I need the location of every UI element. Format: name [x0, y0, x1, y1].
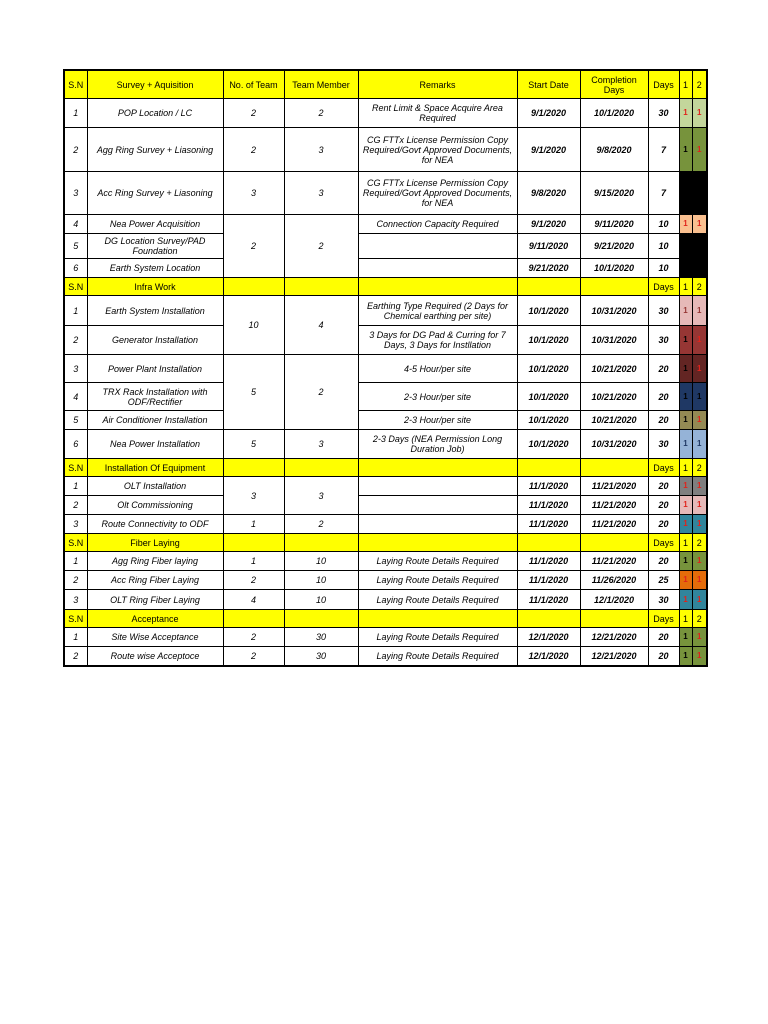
- remarks: 4-5 Hour/per site: [358, 355, 517, 383]
- member-count: 2: [284, 355, 358, 430]
- task-name: OLT Ring Fiber Laying: [87, 590, 223, 610]
- gantt-block: [679, 234, 707, 278]
- table-row: [64, 496, 707, 515]
- section-header-row: [64, 610, 707, 628]
- start-header: Start Date: [517, 70, 580, 99]
- team-count: 2: [223, 647, 284, 666]
- start-date: 10/1/2020: [517, 326, 580, 355]
- duration-days: 30: [648, 296, 679, 326]
- table-row: [64, 552, 707, 571]
- completion-date: 10/1/2020: [580, 259, 648, 278]
- duration-days: 20: [648, 552, 679, 571]
- member-header: [284, 610, 358, 628]
- gantt-cell-2: 1: [692, 571, 707, 590]
- duration-days: 20: [648, 515, 679, 534]
- remarks: CG FTTx License Permission Copy Required/Govt Approved Documents, for NEA: [358, 128, 517, 172]
- row-number: 3: [64, 515, 87, 534]
- duration-days: 30: [648, 99, 679, 128]
- start-date: 11/1/2020: [517, 552, 580, 571]
- section-header-row: [64, 278, 707, 296]
- task-name: Route wise Acceptoce: [87, 647, 223, 666]
- row-number: 2: [64, 571, 87, 590]
- gantt-col-2-header: 2: [692, 70, 707, 99]
- duration-days: 20: [648, 477, 679, 496]
- section-title: Installation Of Equipment: [87, 459, 223, 477]
- task-name: DG Location Survey/PAD Foundation: [87, 234, 223, 259]
- gantt-cell-2: 1: [692, 430, 707, 459]
- start-date: 11/1/2020: [517, 515, 580, 534]
- duration-days: 7: [648, 172, 679, 215]
- gantt-cell-1: 1: [679, 215, 692, 234]
- remarks: [358, 259, 517, 278]
- row-number: 5: [64, 411, 87, 430]
- team-header: No. of Team: [223, 70, 284, 99]
- team-count: 2: [223, 628, 284, 647]
- row-number: 1: [64, 552, 87, 571]
- start-header: [517, 610, 580, 628]
- table-row: [64, 326, 707, 355]
- table-row: [64, 172, 707, 215]
- duration-days: 30: [648, 590, 679, 610]
- start-date: 9/11/2020: [517, 234, 580, 259]
- member-count: 10: [284, 552, 358, 571]
- gantt-block: [679, 172, 707, 215]
- gantt-col-2-header: 2: [692, 278, 707, 296]
- gantt-col-2-header: 2: [692, 610, 707, 628]
- remarks: [358, 496, 517, 515]
- member-header: [284, 534, 358, 552]
- schedule-sheet: [63, 69, 706, 667]
- remarks: [358, 234, 517, 259]
- gantt-cell-2: 1: [692, 296, 707, 326]
- completion-date: 9/11/2020: [580, 215, 648, 234]
- completion-date: 11/21/2020: [580, 477, 648, 496]
- gantt-cell-1: 1: [679, 383, 692, 411]
- team-count: 4: [223, 590, 284, 610]
- duration-days: 10: [648, 215, 679, 234]
- remarks: CG FTTx License Permission Copy Required/Govt Approved Documents, for NEA: [358, 172, 517, 215]
- gantt-cell-2: 1: [692, 496, 707, 515]
- gantt-cell-1: 1: [679, 411, 692, 430]
- table-row: [64, 571, 707, 590]
- completion-date: 9/15/2020: [580, 172, 648, 215]
- team-count: 2: [223, 128, 284, 172]
- gantt-col-1-header: 1: [679, 610, 692, 628]
- completion-date: 10/31/2020: [580, 430, 648, 459]
- table-row: [64, 99, 707, 128]
- section-title: Survey + Aquisition: [87, 70, 223, 99]
- gantt-cell-1: 1: [679, 628, 692, 647]
- remarks: [358, 477, 517, 496]
- gantt-cell-2: 1: [692, 647, 707, 666]
- duration-days: 30: [648, 326, 679, 355]
- table-row: [64, 430, 707, 459]
- remarks: Laying Route Details Required: [358, 552, 517, 571]
- duration-days: 20: [648, 355, 679, 383]
- remarks: Laying Route Details Required: [358, 571, 517, 590]
- row-number: 3: [64, 590, 87, 610]
- team-count: 1: [223, 515, 284, 534]
- duration-days: 20: [648, 496, 679, 515]
- duration-days: 10: [648, 259, 679, 278]
- start-header: [517, 534, 580, 552]
- remarks: 2-3 Days (NEA Permission Long Duration Job): [358, 430, 517, 459]
- completion-date: 10/21/2020: [580, 411, 648, 430]
- gantt-cell-1: 1: [679, 99, 692, 128]
- task-name: Olt Commissioning: [87, 496, 223, 515]
- gantt-cell-2: 1: [692, 552, 707, 571]
- member-count: 2: [284, 215, 358, 278]
- remarks-header: [358, 534, 517, 552]
- completion-date: 11/21/2020: [580, 552, 648, 571]
- table-row: [64, 215, 707, 234]
- row-number: 3: [64, 172, 87, 215]
- start-date: 9/21/2020: [517, 259, 580, 278]
- row-number: 1: [64, 296, 87, 326]
- start-date: 10/1/2020: [517, 430, 580, 459]
- task-name: Nea Power Installation: [87, 430, 223, 459]
- start-date: 9/1/2020: [517, 215, 580, 234]
- team-header: [223, 278, 284, 296]
- table-row: [64, 128, 707, 172]
- remarks-header: [358, 459, 517, 477]
- gantt-cell-2: 1: [692, 355, 707, 383]
- team-count: 10: [223, 296, 284, 355]
- member-header: [284, 459, 358, 477]
- team-count: 5: [223, 355, 284, 430]
- gantt-cell-1: 1: [679, 296, 692, 326]
- gantt-cell-2: 1: [692, 326, 707, 355]
- days-header: Days: [648, 70, 679, 99]
- days-header: Days: [648, 459, 679, 477]
- member-count: 3: [284, 128, 358, 172]
- row-number: 1: [64, 99, 87, 128]
- days-header: Days: [648, 610, 679, 628]
- remarks: Laying Route Details Required: [358, 647, 517, 666]
- team-count: 2: [223, 571, 284, 590]
- gantt-cell-1: 1: [679, 128, 692, 172]
- gantt-cell-1: 1: [679, 590, 692, 610]
- completion-header: [580, 534, 648, 552]
- table-row: [64, 234, 707, 259]
- gantt-cell-1: 1: [679, 552, 692, 571]
- completion-date: 12/21/2020: [580, 647, 648, 666]
- remarks-header: [358, 610, 517, 628]
- team-count: 1: [223, 552, 284, 571]
- team-count: 2: [223, 99, 284, 128]
- duration-days: 20: [648, 647, 679, 666]
- remarks: Earthing Type Required (2 Days for Chemical earthing per site): [358, 296, 517, 326]
- row-number: 3: [64, 355, 87, 383]
- gantt-cell-2: 1: [692, 99, 707, 128]
- gantt-cell-1: 1: [679, 496, 692, 515]
- task-name: Power Plant Installation: [87, 355, 223, 383]
- table-row: [64, 628, 707, 647]
- gantt-cell-2: 1: [692, 628, 707, 647]
- member-count: 30: [284, 647, 358, 666]
- task-name: Generator Installation: [87, 326, 223, 355]
- days-header: Days: [648, 534, 679, 552]
- completion-date: 12/1/2020: [580, 590, 648, 610]
- gantt-cell-1: 1: [679, 647, 692, 666]
- remarks: Laying Route Details Required: [358, 628, 517, 647]
- gantt-cell-2: 1: [692, 383, 707, 411]
- remarks: 2-3 Hour/per site: [358, 383, 517, 411]
- member-count: 4: [284, 296, 358, 355]
- row-number: 2: [64, 326, 87, 355]
- completion-date: 9/8/2020: [580, 128, 648, 172]
- completion-header: [580, 459, 648, 477]
- remarks: Connection Capacity Required: [358, 215, 517, 234]
- team-count: 5: [223, 430, 284, 459]
- sn-header: S.N: [64, 278, 87, 296]
- start-date: 9/1/2020: [517, 128, 580, 172]
- section-header-row: [64, 534, 707, 552]
- gantt-col-2-header: 2: [692, 534, 707, 552]
- table-row: [64, 296, 707, 326]
- task-name: Air Conditioner Installation: [87, 411, 223, 430]
- sn-header: S.N: [64, 459, 87, 477]
- start-header: [517, 459, 580, 477]
- completion-date: 10/31/2020: [580, 326, 648, 355]
- section-title: Acceptance: [87, 610, 223, 628]
- task-name: Site Wise Acceptance: [87, 628, 223, 647]
- remarks: Laying Route Details Required: [358, 590, 517, 610]
- completion-date: 11/21/2020: [580, 496, 648, 515]
- completion-date: 11/26/2020: [580, 571, 648, 590]
- start-date: 11/1/2020: [517, 496, 580, 515]
- team-count: 2: [223, 215, 284, 278]
- gantt-col-2-header: 2: [692, 459, 707, 477]
- start-date: 11/1/2020: [517, 477, 580, 496]
- member-count: 10: [284, 590, 358, 610]
- row-number: 2: [64, 496, 87, 515]
- duration-days: 7: [648, 128, 679, 172]
- remarks-header: Remarks: [358, 70, 517, 99]
- start-header: [517, 278, 580, 296]
- team-header: [223, 610, 284, 628]
- start-date: 12/1/2020: [517, 628, 580, 647]
- completion-date: 12/21/2020: [580, 628, 648, 647]
- section-header-row: [64, 70, 707, 99]
- table-row: [64, 355, 707, 383]
- table-row: [64, 590, 707, 610]
- completion-header: [580, 610, 648, 628]
- duration-days: 25: [648, 571, 679, 590]
- gantt-cell-1: 1: [679, 355, 692, 383]
- start-date: 9/8/2020: [517, 172, 580, 215]
- member-count: 2: [284, 99, 358, 128]
- start-date: 9/1/2020: [517, 99, 580, 128]
- gantt-cell-1: 1: [679, 326, 692, 355]
- task-name: Earth System Location: [87, 259, 223, 278]
- task-name: Acc Ring Survey + Liasoning: [87, 172, 223, 215]
- member-count: 10: [284, 571, 358, 590]
- member-count: 3: [284, 430, 358, 459]
- gantt-col-1-header: 1: [679, 70, 692, 99]
- start-date: 10/1/2020: [517, 355, 580, 383]
- remarks-header: [358, 278, 517, 296]
- member-count: 3: [284, 172, 358, 215]
- sn-header: S.N: [64, 610, 87, 628]
- completion-header: [580, 278, 648, 296]
- duration-days: 20: [648, 411, 679, 430]
- start-date: 10/1/2020: [517, 296, 580, 326]
- task-name: Earth System Installation: [87, 296, 223, 326]
- duration-days: 10: [648, 234, 679, 259]
- table-row: [64, 647, 707, 666]
- row-number: 4: [64, 383, 87, 411]
- row-number: 6: [64, 430, 87, 459]
- row-number: 2: [64, 647, 87, 666]
- gantt-col-1-header: 1: [679, 459, 692, 477]
- table-row: [64, 259, 707, 278]
- member-count: 30: [284, 628, 358, 647]
- start-date: 10/1/2020: [517, 383, 580, 411]
- row-number: 5: [64, 234, 87, 259]
- completion-date: 10/31/2020: [580, 296, 648, 326]
- gantt-cell-1: 1: [679, 477, 692, 496]
- completion-date: 9/21/2020: [580, 234, 648, 259]
- remarks: 3 Days for DG Pad & Curring for 7 Days, 3 Days for Instllation: [358, 326, 517, 355]
- task-name: Agg Ring Survey + Liasoning: [87, 128, 223, 172]
- task-name: Acc Ring Fiber Laying: [87, 571, 223, 590]
- completion-date: 10/21/2020: [580, 383, 648, 411]
- gantt-cell-1: 1: [679, 515, 692, 534]
- gantt-cell-2: 1: [692, 128, 707, 172]
- remarks: Rent Limit & Space Acquire Area Required: [358, 99, 517, 128]
- sn-header: S.N: [64, 534, 87, 552]
- gantt-cell-2: 1: [692, 590, 707, 610]
- completion-date: 10/21/2020: [580, 355, 648, 383]
- table-row: [64, 515, 707, 534]
- gantt-col-1-header: 1: [679, 534, 692, 552]
- task-name: TRX Rack Installation with ODF/Rectifier: [87, 383, 223, 411]
- team-header: [223, 534, 284, 552]
- start-date: 11/1/2020: [517, 590, 580, 610]
- member-header: [284, 278, 358, 296]
- row-number: 6: [64, 259, 87, 278]
- duration-days: 20: [648, 628, 679, 647]
- section-header-row: [64, 459, 707, 477]
- row-number: 2: [64, 128, 87, 172]
- member-header: Team Member: [284, 70, 358, 99]
- completion-header: Completion Days: [580, 70, 648, 99]
- row-number: 1: [64, 477, 87, 496]
- gantt-col-1-header: 1: [679, 278, 692, 296]
- completion-date: 11/21/2020: [580, 515, 648, 534]
- row-number: 1: [64, 628, 87, 647]
- task-name: Agg Ring Fiber laying: [87, 552, 223, 571]
- section-title: Fiber Laying: [87, 534, 223, 552]
- team-count: 3: [223, 477, 284, 515]
- table-row: [64, 477, 707, 496]
- table-row: [64, 383, 707, 411]
- duration-days: 20: [648, 383, 679, 411]
- team-count: 3: [223, 172, 284, 215]
- task-name: OLT Installation: [87, 477, 223, 496]
- member-count: 3: [284, 477, 358, 515]
- gantt-cell-2: 1: [692, 215, 707, 234]
- gantt-cell-2: 1: [692, 477, 707, 496]
- gantt-cell-1: 1: [679, 430, 692, 459]
- remarks: [358, 515, 517, 534]
- completion-date: 10/1/2020: [580, 99, 648, 128]
- team-header: [223, 459, 284, 477]
- table-row: [64, 411, 707, 430]
- row-number: 4: [64, 215, 87, 234]
- start-date: 11/1/2020: [517, 571, 580, 590]
- gantt-cell-2: 1: [692, 411, 707, 430]
- remarks: 2-3 Hour/per site: [358, 411, 517, 430]
- task-name: Nea Power Acquisition: [87, 215, 223, 234]
- start-date: 12/1/2020: [517, 647, 580, 666]
- task-name: POP Location / LC: [87, 99, 223, 128]
- member-count: 2: [284, 515, 358, 534]
- task-name: Route Connectivity to ODF: [87, 515, 223, 534]
- section-title: Infra Work: [87, 278, 223, 296]
- gantt-cell-2: 1: [692, 515, 707, 534]
- sn-header: S.N: [64, 70, 87, 99]
- duration-days: 30: [648, 430, 679, 459]
- start-date: 10/1/2020: [517, 411, 580, 430]
- gantt-cell-1: 1: [679, 571, 692, 590]
- schedule-table: [63, 69, 708, 667]
- days-header: Days: [648, 278, 679, 296]
